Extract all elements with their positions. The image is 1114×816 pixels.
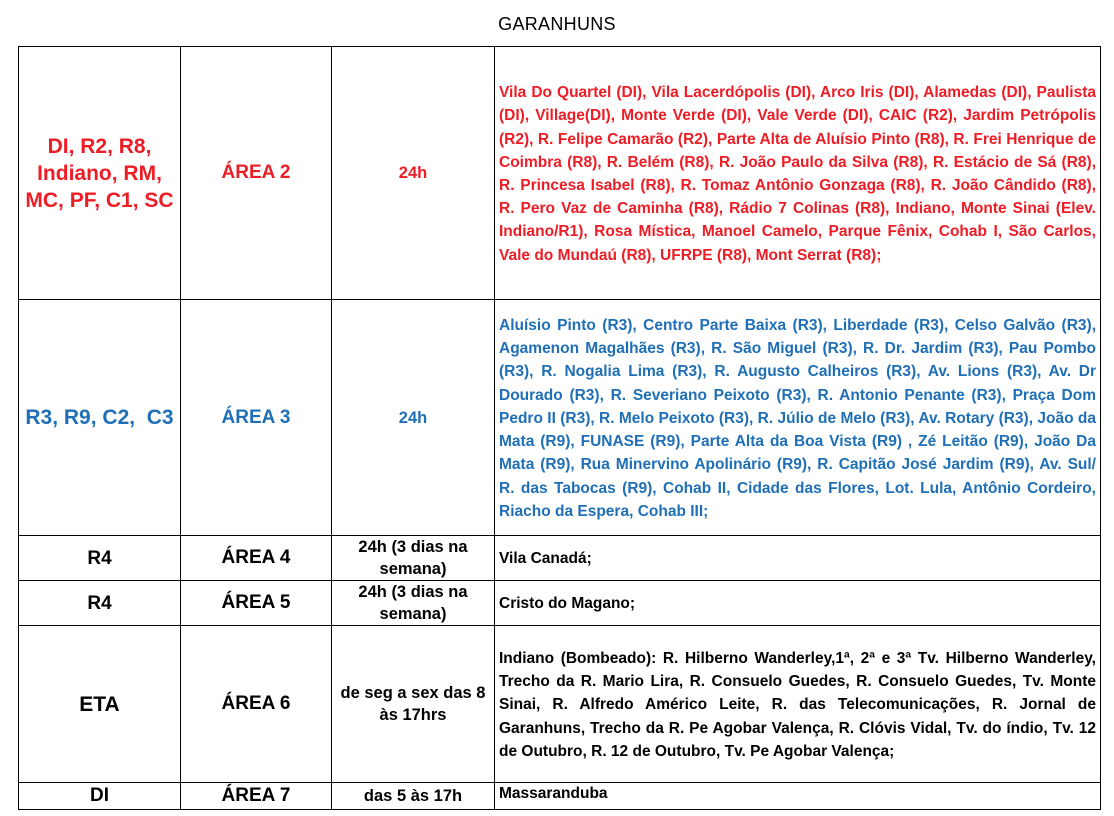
locations-cell: Massaranduba	[495, 783, 1101, 810]
schedule-table	[18, 46, 1101, 810]
locations-cell: Vila Do Quartel (DI), Vila Lacerdópolis (DI), Arco Iris (DI), Alamedas (DI), Paulista (DI), Village(DI), Monte Verde (DI), Vale Verde (DI), CAIC (R2), Jardim Petrópolis (R2), R. Felipe Camarão (R2), Parte Alta de Aluísio Pinto (R8), R. Frei Henrique de Coimbra (R8), R. Belém (R8), R. João Paulo da Silva (R8), R. Estácio de Sá (R8), R. Princesa Isabel (R8), R. Tomaz Antônio Gonzaga (R8), R. João Cândido (R8), R. Pero Vaz de Caminha (R8), Rádio 7 Colinas (R8), Indiano, Monte Sinai (Elev. Indiano/R1), Rosa Mística, Manoel Camelo, Parque Fênix, Cohab I, São Carlos, Vale do Mundaú (R8), UFRPE (R8), Mont Serrat (R8);	[495, 47, 1101, 300]
table-row	[19, 47, 1101, 300]
hours-cell: 24h (3 dias na semana)	[332, 581, 495, 626]
hours-cell: 24h (3 dias na semana)	[332, 536, 495, 581]
area-cell: ÁREA 6	[181, 626, 332, 783]
locations-cell: Aluísio Pinto (R3), Centro Parte Baixa (R3), Liberdade (R3), Celso Galvão (R3), Agamenon Magalhães (R3), R. São Miguel (R3), R. Dr. Jardim (R3), Pau Pombo (R3), R. Nogalia Lima (R3), R. Augusto Calheiros (R3), Av. Lions (R3), Av. Dr Dourado (R3), R. Severiano Peixoto (R3), R. Antonio Penante (R3), Praça Dom Pedro II (R3), R. Melo Peixoto (R3), R. Júlio de Melo (R3), Av. Rotary (R3), João da Mata (R9), FUNASE (R9), Parte Alta da Boa Vista (R9) , Zé Leitão (R9), João Da Mata (R9), Rua Minervino Apolinário (R9), R. Capitão José Jardim (R9), Av. Sul/ R. das Tabocas (R9), Cohab II, Cidade das Flores, Lot. Lula, Antônio Cordeiro, Riacho da Espera, Cohab III;	[495, 300, 1101, 536]
hours-cell: 24h	[332, 300, 495, 536]
table-row	[19, 626, 1101, 783]
locations-cell: Indiano (Bombeado): R. Hilberno Wanderley,1ª, 2ª e 3ª Tv. Hilberno Wanderley, Trecho da R. Mario Lira, R. Consuelo Guedes, R. Consuelo Guedes, Tv. Monte Sinai, R. Alfredo Américo Leite, R. das Telecomunicações, R. Jornal de Garanhuns, Trecho da R. Pe Agobar Valença, R. Clóvis Vidal, Tv. do índio, Tv. 12 de Outubro, R. 12 de Outubro, Tv. Pe Agobar Valença;	[495, 626, 1101, 783]
locations-cell: Cristo do Magano;	[495, 581, 1101, 626]
table-row	[19, 581, 1101, 626]
sector-codes-cell: ETA	[19, 626, 181, 783]
table-row	[19, 783, 1101, 810]
sector-codes-cell: DI	[19, 783, 181, 810]
area-cell: ÁREA 4	[181, 536, 332, 581]
area-cell: ÁREA 3	[181, 300, 332, 536]
table-row	[19, 300, 1101, 536]
hours-cell: das 5 às 17h	[332, 783, 495, 810]
area-cell: ÁREA 5	[181, 581, 332, 626]
sector-codes-cell: R4	[19, 581, 181, 626]
area-cell: ÁREA 2	[181, 47, 332, 300]
locations-cell: Vila Canadá;	[495, 536, 1101, 581]
sector-codes-cell: R3, R9, C2, C3	[19, 300, 181, 536]
sector-codes-cell: DI, R2, R8, Indiano, RM, MC, PF, C1, SC	[19, 47, 181, 300]
area-cell: ÁREA 7	[181, 783, 332, 810]
table-row	[19, 536, 1101, 581]
sector-codes-cell: R4	[19, 536, 181, 581]
hours-cell: 24h	[332, 47, 495, 300]
page-title: GARANHUNS	[498, 14, 616, 34]
hours-cell: de seg a sex das 8 às 17hrs	[332, 626, 495, 783]
